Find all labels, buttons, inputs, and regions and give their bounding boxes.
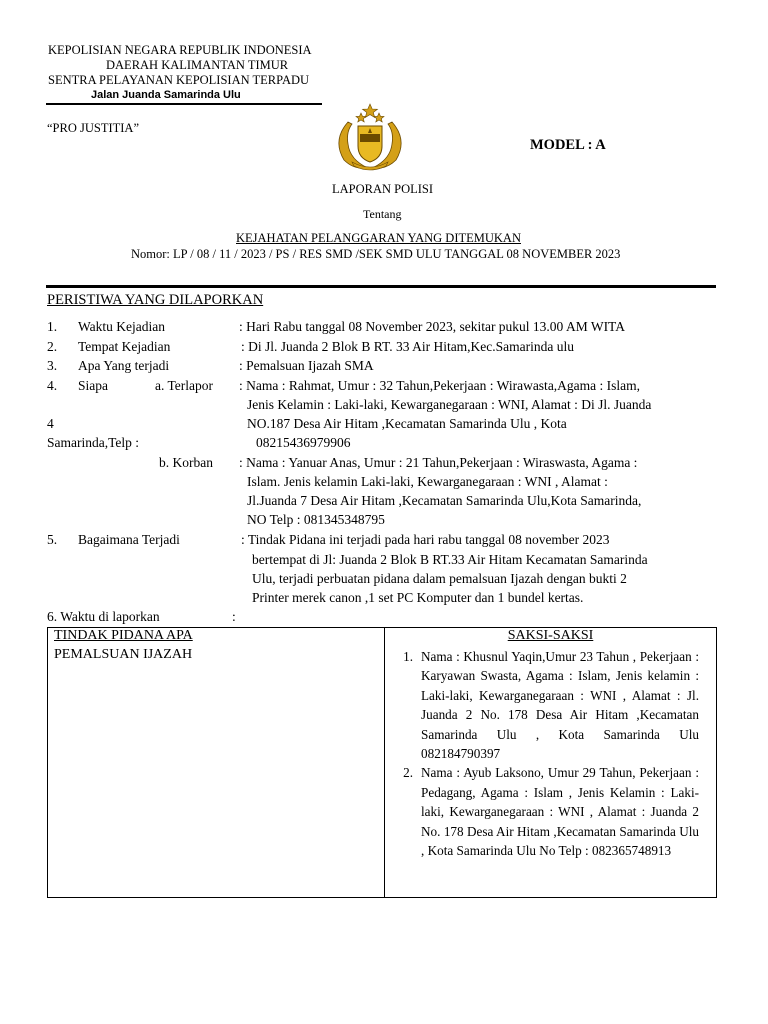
report-about: Tentang bbox=[363, 207, 402, 221]
item-4-sub-a: a. Terlapor bbox=[155, 378, 214, 393]
report-title: LAPORAN POLISI bbox=[332, 182, 434, 196]
witness-text: Nama : Ayub Laksono, Umur 29 Tahun, Pekerjaan : Pedagang, Agama : Islam , Jenis Kelamin : Laki-laki, Kewarganegaraan : WNI , Alamat : Juanda 2 No. 178 Desa Air Hitam ,Kecamatan Samarinda Ulu , Kota Samarinda Ulu No Telp : 082365748913 bbox=[421, 765, 699, 859]
item-3-label: Apa Yang terjadi bbox=[78, 358, 170, 373]
item-2-number: 2. bbox=[47, 339, 58, 354]
item-4-label: Siapa bbox=[78, 378, 108, 393]
item-4-b-line-4: NO Telp : 081345348795 bbox=[247, 512, 385, 527]
header-line-2: DAERAH KALIMANTAN TIMUR bbox=[106, 58, 289, 72]
item-5-line-4: Printer merek canon ,1 set PC Komputer dan 1 bundel kertas. bbox=[252, 590, 584, 605]
witness-number: 1. bbox=[403, 649, 413, 664]
item-5-line-2: bertempat di Jl: Juanda 2 Blok B RT.33 Air Hitam Kecamatan Samarinda bbox=[252, 552, 648, 567]
crime-value: PEMALSUAN IJAZAH bbox=[54, 647, 193, 662]
item-2-label: Tempat Kejadian bbox=[78, 339, 171, 354]
crime-witness-table bbox=[47, 627, 717, 898]
witness-number: 2. bbox=[403, 765, 413, 781]
item-4-number: 4. bbox=[47, 378, 58, 393]
emblem-star-2 bbox=[356, 113, 366, 122]
witness-list bbox=[391, 647, 716, 860]
witness-item bbox=[391, 647, 716, 763]
item-4-a-line-1: : Nama : Rahmat, Umur : 32 Tahun,Pekerjaan : Wirawasta,Agama : Islam, bbox=[239, 378, 641, 393]
title-rule bbox=[46, 285, 716, 288]
header-line-3: SENTRA PELAYANAN KEPOLISIAN TERPADU bbox=[48, 73, 310, 87]
item-4-b-line-1: : Nama : Yanuar Anas, Umur : 21 Tahun,Pekerjaan : Wiraswasta, Agama : bbox=[239, 455, 638, 470]
police-emblem-icon bbox=[330, 100, 410, 172]
item-3-number: 3. bbox=[47, 358, 58, 373]
witness-item bbox=[391, 763, 716, 860]
item-2-value: : Di Jl. Juanda 2 Blok B RT. 33 Air Hitam,Kec.Samarinda ulu bbox=[241, 339, 575, 354]
item-4-b-line-3: Jl.Juanda 7 Desa Air Hitam ,Kecamatan Samarinda Ulu,Kota Samarinda, bbox=[247, 493, 642, 508]
item-5-number: 5. bbox=[47, 532, 58, 547]
item-6-colon: : bbox=[232, 609, 236, 624]
emblem-star-1 bbox=[363, 104, 378, 118]
section-title: PERISTIWA YANG DILAPORKAN bbox=[47, 292, 264, 308]
item-4-a-samarinda: Samarinda,Telp : bbox=[47, 435, 140, 450]
crime-header: TINDAK PIDANA APA bbox=[54, 628, 193, 643]
crime-cell bbox=[48, 628, 385, 898]
item-3-value: : Pemalsuan Ijazah SMA bbox=[239, 358, 374, 373]
item-5-label: Bagaimana Terjadi bbox=[78, 532, 180, 547]
witness-cell bbox=[385, 628, 717, 898]
pro-justitia: “PRO JUSTITIA” bbox=[47, 121, 140, 135]
item-1-number: 1. bbox=[47, 319, 58, 334]
header-rule bbox=[46, 103, 322, 105]
item-4-a-line-2: Jenis Kelamin : Laki-laki, Kewarganegaraan : WNI, Alamat : Di Jl. Juanda bbox=[247, 397, 652, 412]
emblem-shield-band bbox=[360, 134, 380, 142]
item-4-a-line-3: NO.187 Desa Air Hitam ,Kecamatan Samarinda Ulu , Kota bbox=[247, 416, 567, 431]
header-address: Jalan Juanda Samarinda Ulu bbox=[91, 89, 241, 101]
report-subject: KEJAHATAN PELANGGARAN YANG DITEMUKAN bbox=[236, 231, 521, 245]
item-1-value: : Hari Rabu tanggal 08 November 2023, sekitar pukul 13.00 AM WITA bbox=[239, 319, 625, 334]
item-4-b-line-2: Islam. Jenis kelamin Laki-laki, Kewarganegaraan : WNI , Alamat : bbox=[247, 474, 608, 489]
witness-header: SAKSI-SAKSI bbox=[507, 628, 594, 643]
item-1-label: Waktu Kejadian bbox=[78, 319, 166, 334]
model-label: MODEL : A bbox=[530, 137, 606, 153]
item-5-line-1: : Tindak Pidana ini terjadi pada hari rabu tanggal 08 november 2023 bbox=[241, 532, 610, 547]
witness-text: Nama : Khusnul Yaqin,Umur 23 Tahun , Pekerjaan : Karyawan Swasta, Agama : Islam, Jenis kelamin : Laki-laki, Kewarganegaraan : WNI , Alamat : Jl. Juanda 2 No. 178 Desa Air Hitam ,Kecamatan Samarinda Ulu , Kota Samarinda Ulu 082184790397 bbox=[421, 649, 699, 762]
report-number: Nomor: LP / 08 / 11 / 2023 / PS / RES SMD /SEK SMD ULU TANGGAL 08 NOVEMBER 2023 bbox=[131, 247, 621, 261]
item-4-a-num: 4 bbox=[47, 416, 54, 431]
item-5-line-3: Ulu, terjadi perbuatan pidana dalam pemalsuan Ijazah dengan bukti 2 bbox=[252, 571, 627, 586]
header-line-1: KEPOLISIAN NEGARA REPUBLIK INDONESIA bbox=[48, 43, 312, 57]
emblem-star-3 bbox=[374, 113, 384, 122]
item-4-a-phone: 08215436979906 bbox=[256, 435, 351, 450]
item-6-label: 6. Waktu di laporkan bbox=[47, 609, 160, 624]
item-4-sub-b: b. Korban bbox=[159, 455, 213, 470]
